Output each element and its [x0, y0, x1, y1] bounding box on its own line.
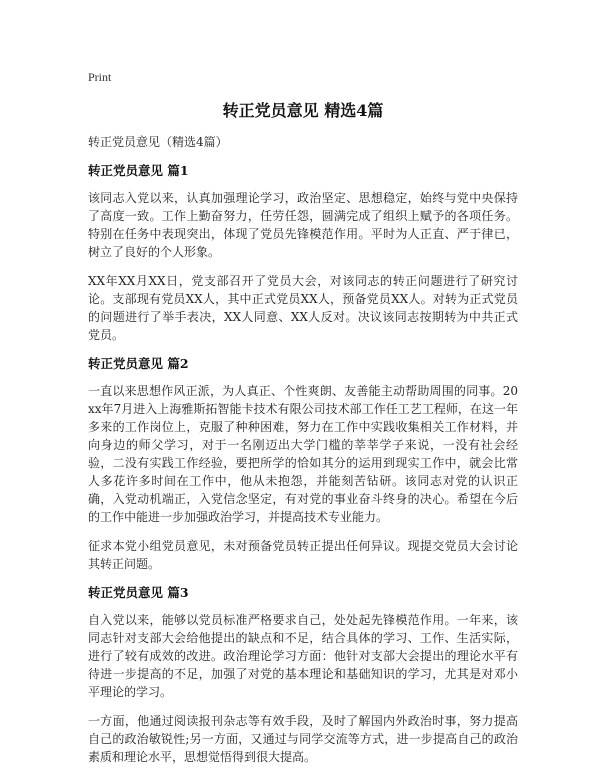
document-page — [88, 70, 518, 777]
paragraph: 自入党以来，能够以党员标准严格要求自己，处处起先锋模范作用。一年来，该同志针对支部大会给他提出的缺点和不足，结合具体的学习、工作、生活实际，进行了较有成效的改进。政治理论学习方面：他针对支部大会提出的理论水平有待进一步提高的不足，加强了对党的基本理论和基础知识的学习，尤其是对邓小平理论的学习。 — [88, 613, 518, 699]
section-2 — [88, 355, 518, 573]
section-heading: 转正党员意见 篇1 — [88, 163, 189, 178]
paragraph: 一直以来思想作风正派，为人真正、个性爽朗、友善能主动帮助周围的同事。20xx年7月进入上海雅斯拓智能卡技术有限公司技术部工作任工艺工程师，在这一年多来的工作岗位上，克服了种种困难，努力在工作中实践收集相关工作材料，并向身边的师父学习，对于一名刚迈出大学门槛的莘莘学子来说，一没有社会经验，二没有实践工作经验，要把所学的恰如其分的运用到现实工作中，就会比常人多花许多时间在工作中，他从未抱怨，并能刻苦钻研。该同志对党的认识正确，入党动机端正，入党信念坚定，有对党的事业奋斗终身的决心。希望在今后的工作中能进一步加强政治学习，并提高技术专业能力。 — [88, 384, 518, 524]
section-heading: 转正党员意见 篇2 — [88, 356, 189, 371]
paragraph: 一方面，他通过阅读报刊杂志等有效手段，及时了解国内外政治时事，努力提高自己的政治敏锐性;另一方面，又通过与同学交流等方式，进一步提高自己的政治素质和理论水平，思想觉悟得到很大提高。 — [88, 714, 518, 764]
print-label[interactable]: Print — [88, 70, 112, 84]
section-3 — [88, 584, 518, 766]
document-title: 转正党员意见 精选4篇 — [222, 101, 384, 120]
paragraph: 征求本党小组党员意见，未对预备党员转正提出任何异议。现提交党员大会讨论其转正问题。 — [88, 539, 518, 571]
document-subtitle: 转正党员意见（精选4篇） — [88, 135, 228, 149]
section-1 — [88, 162, 518, 344]
paragraph: 该同志入党以来，认真加强理论学习，政治坚定、思想稳定，始终与党中央保持了高度一致。工作上勤奋努力，任劳任怨，圆满完成了组织上赋予的各项任务。特别在任务中表现突出，体现了党员先锋模范作用。平时为人正直、严于律已，树立了良好的个人形象。 — [88, 191, 518, 259]
paragraph: XX年XX月XX日，党支部召开了党员大会，对该同志的转正问题进行了研究讨论。支部现有党员XX人，其中正式党员XX人，预备党员XX人。对转为正式党员的问题进行了举手表决，XX人同意、XX人反对。决议该同志按期转为中共正式党员。 — [88, 274, 518, 342]
section-heading: 转正党员意见 篇3 — [88, 585, 189, 600]
